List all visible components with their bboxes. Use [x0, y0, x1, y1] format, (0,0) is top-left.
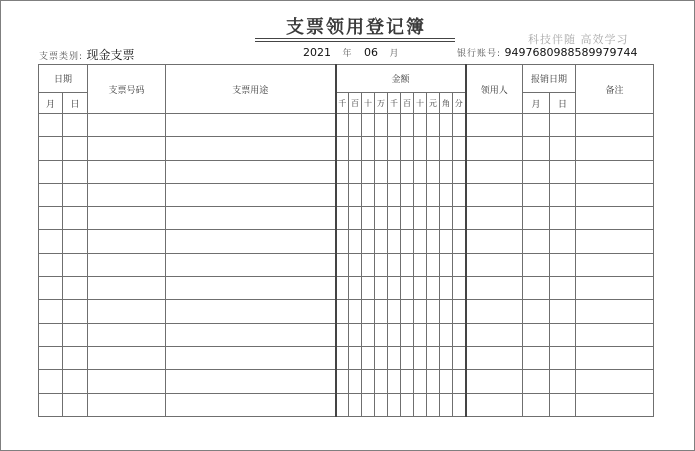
cell-month[interactable]	[39, 346, 63, 369]
cell-digit[interactable]	[362, 160, 375, 183]
cell-digit[interactable]	[401, 323, 414, 346]
cell-purpose[interactable]	[166, 323, 336, 346]
cell-reimburse-day[interactable]	[550, 277, 576, 300]
cell-digit[interactable]	[440, 346, 453, 369]
cell-month[interactable]	[39, 137, 63, 160]
cell-day[interactable]	[63, 253, 88, 276]
cell-digit[interactable]	[401, 207, 414, 230]
cell-recipient[interactable]	[466, 300, 523, 323]
cell-recipient[interactable]	[466, 114, 523, 137]
cell-reimburse-month[interactable]	[523, 137, 550, 160]
cell-digit[interactable]	[453, 300, 466, 323]
cell-digit[interactable]	[427, 230, 440, 253]
cell-remarks[interactable]	[576, 253, 654, 276]
cell-digit[interactable]	[336, 300, 349, 323]
cell-digit[interactable]	[388, 207, 401, 230]
cell-month[interactable]	[39, 277, 63, 300]
cell-digit[interactable]	[336, 393, 349, 416]
cell-digit[interactable]	[440, 183, 453, 206]
register-body	[39, 114, 654, 417]
sheet-title: 支票领用登记簿	[286, 17, 426, 38]
cell-digit[interactable]	[414, 370, 427, 393]
header-recipient: 领用人	[466, 65, 523, 114]
cell-check-number[interactable]	[88, 370, 166, 393]
cell-digit[interactable]	[453, 370, 466, 393]
cell-reimburse-day[interactable]	[550, 207, 576, 230]
cell-recipient[interactable]	[466, 393, 523, 416]
cell-purpose[interactable]	[166, 230, 336, 253]
digit-fen: 分	[453, 93, 466, 114]
cell-reimburse-month[interactable]	[523, 253, 550, 276]
cell-digit[interactable]	[362, 114, 375, 137]
cell-day[interactable]	[63, 300, 88, 323]
cell-digit[interactable]	[349, 300, 362, 323]
cell-recipient[interactable]	[466, 183, 523, 206]
cell-recipient[interactable]	[466, 323, 523, 346]
cell-digit[interactable]	[453, 346, 466, 369]
cell-reimburse-day[interactable]	[550, 137, 576, 160]
cell-digit[interactable]	[401, 160, 414, 183]
cell-digit[interactable]	[349, 114, 362, 137]
check-type-value[interactable]: 现金支票	[86, 48, 135, 62]
cell-month[interactable]	[39, 323, 63, 346]
cell-digit[interactable]	[401, 114, 414, 137]
cell-digit[interactable]	[362, 230, 375, 253]
cell-reimburse-month[interactable]	[523, 323, 550, 346]
period-year[interactable]: 2021	[303, 46, 331, 59]
digit-bai: 百	[401, 93, 414, 114]
cell-digit[interactable]	[349, 346, 362, 369]
cell-digit[interactable]	[388, 323, 401, 346]
cell-remarks[interactable]	[576, 230, 654, 253]
cell-digit[interactable]	[375, 160, 388, 183]
cell-digit[interactable]	[427, 300, 440, 323]
cell-check-number[interactable]	[88, 323, 166, 346]
cell-remarks[interactable]	[576, 277, 654, 300]
header-reimburse-day: 日	[550, 93, 576, 114]
cell-day[interactable]	[63, 137, 88, 160]
cell-digit[interactable]	[375, 207, 388, 230]
cell-digit[interactable]	[414, 207, 427, 230]
cell-digit[interactable]	[427, 346, 440, 369]
cell-digit[interactable]	[388, 346, 401, 369]
cell-purpose[interactable]	[166, 137, 336, 160]
cell-digit[interactable]	[362, 137, 375, 160]
header-remarks: 备注	[576, 65, 654, 114]
cell-purpose[interactable]	[166, 114, 336, 137]
cell-digit[interactable]	[362, 323, 375, 346]
cell-month[interactable]	[39, 207, 63, 230]
cell-digit[interactable]	[414, 114, 427, 137]
cell-digit[interactable]	[349, 393, 362, 416]
cell-digit[interactable]	[375, 183, 388, 206]
header-purpose: 支票用途	[166, 65, 336, 114]
table-row	[39, 137, 654, 160]
cell-reimburse-day[interactable]	[550, 370, 576, 393]
cell-digit[interactable]	[440, 300, 453, 323]
cell-digit[interactable]	[375, 277, 388, 300]
header-day: 日	[63, 93, 88, 114]
title-underline-top	[255, 38, 455, 39]
cell-month[interactable]	[39, 230, 63, 253]
cell-digit[interactable]	[427, 160, 440, 183]
cell-digit[interactable]	[414, 137, 427, 160]
cell-digit[interactable]	[440, 207, 453, 230]
cell-recipient[interactable]	[466, 230, 523, 253]
cell-month[interactable]	[39, 253, 63, 276]
cell-digit[interactable]	[414, 160, 427, 183]
cell-digit[interactable]	[440, 230, 453, 253]
cell-digit[interactable]	[440, 253, 453, 276]
digit-qian: 千	[388, 93, 401, 114]
bank-account	[457, 46, 638, 59]
cell-digit[interactable]	[362, 393, 375, 416]
cell-digit[interactable]	[401, 393, 414, 416]
cell-digit[interactable]	[336, 183, 349, 206]
cell-digit[interactable]	[336, 230, 349, 253]
cell-day[interactable]	[63, 160, 88, 183]
cell-recipient[interactable]	[466, 253, 523, 276]
cell-reimburse-month[interactable]	[523, 370, 550, 393]
cell-remarks[interactable]	[576, 370, 654, 393]
digit-wan: 万	[375, 93, 388, 114]
digit-shi: 十	[414, 93, 427, 114]
cell-digit[interactable]	[440, 277, 453, 300]
cell-check-number[interactable]	[88, 346, 166, 369]
cell-digit[interactable]	[401, 300, 414, 323]
cell-digit[interactable]	[336, 346, 349, 369]
cell-digit[interactable]	[362, 277, 375, 300]
cell-digit[interactable]	[336, 137, 349, 160]
cell-month[interactable]	[39, 370, 63, 393]
table-row	[39, 323, 654, 346]
cell-reimburse-month[interactable]	[523, 114, 550, 137]
cell-digit[interactable]	[427, 207, 440, 230]
cell-recipient[interactable]	[466, 160, 523, 183]
cell-digit[interactable]	[336, 207, 349, 230]
cell-digit[interactable]	[440, 114, 453, 137]
cell-digit[interactable]	[336, 277, 349, 300]
cell-digit[interactable]	[427, 370, 440, 393]
cell-purpose[interactable]	[166, 207, 336, 230]
cell-digit[interactable]	[440, 393, 453, 416]
cell-reimburse-day[interactable]	[550, 114, 576, 137]
cell-digit[interactable]	[440, 323, 453, 346]
table-row	[39, 183, 654, 206]
digit-yuan: 元	[427, 93, 440, 114]
cell-digit[interactable]	[375, 370, 388, 393]
table-row	[39, 253, 654, 276]
cell-recipient[interactable]	[466, 370, 523, 393]
cell-reimburse-month[interactable]	[523, 207, 550, 230]
cell-digit[interactable]	[336, 253, 349, 276]
table-row	[39, 346, 654, 369]
cell-digit[interactable]	[375, 230, 388, 253]
cell-check-number[interactable]	[88, 253, 166, 276]
cell-month[interactable]	[39, 300, 63, 323]
table-row	[39, 393, 654, 416]
header-check-number: 支票号码	[88, 65, 166, 114]
cell-remarks[interactable]	[576, 393, 654, 416]
cell-reimburse-day[interactable]	[550, 183, 576, 206]
cell-reimburse-day[interactable]	[550, 323, 576, 346]
cell-digit[interactable]	[362, 300, 375, 323]
cell-day[interactable]	[63, 370, 88, 393]
cell-digit[interactable]	[388, 114, 401, 137]
period	[303, 46, 408, 59]
cell-digit[interactable]	[414, 183, 427, 206]
cell-purpose[interactable]	[166, 393, 336, 416]
cell-digit[interactable]	[375, 137, 388, 160]
cell-digit[interactable]	[336, 114, 349, 137]
cell-digit[interactable]	[453, 253, 466, 276]
cell-digit[interactable]	[388, 253, 401, 276]
title-underline-bottom	[255, 41, 455, 42]
cell-digit[interactable]	[388, 137, 401, 160]
cell-digit[interactable]	[427, 183, 440, 206]
cell-digit[interactable]	[414, 346, 427, 369]
cell-purpose[interactable]	[166, 346, 336, 369]
year-label: 年	[342, 49, 353, 59]
cell-day[interactable]	[63, 230, 88, 253]
header-reimburse-date: 报销日期	[523, 65, 576, 93]
cell-day[interactable]	[63, 393, 88, 416]
cell-purpose[interactable]	[166, 277, 336, 300]
cell-purpose[interactable]	[166, 183, 336, 206]
digit-bai-wan: 百	[349, 93, 362, 114]
cell-digit[interactable]	[401, 137, 414, 160]
cell-digit[interactable]	[349, 137, 362, 160]
cell-check-number[interactable]	[88, 114, 166, 137]
cell-digit[interactable]	[349, 160, 362, 183]
cell-day[interactable]	[63, 114, 88, 137]
cell-digit[interactable]	[336, 323, 349, 346]
watermark-text: 科技伴随 高效学习	[528, 33, 629, 46]
cell-digit[interactable]	[388, 277, 401, 300]
cell-check-number[interactable]	[88, 300, 166, 323]
check-type-label: 支票类别:	[39, 52, 84, 62]
cell-digit[interactable]	[453, 183, 466, 206]
cell-digit[interactable]	[440, 137, 453, 160]
cell-digit[interactable]	[349, 323, 362, 346]
cell-digit[interactable]	[349, 253, 362, 276]
cell-digit[interactable]	[349, 183, 362, 206]
cell-check-number[interactable]	[88, 230, 166, 253]
table-row	[39, 277, 654, 300]
cell-month[interactable]	[39, 183, 63, 206]
check-type	[39, 46, 135, 63]
cell-digit[interactable]	[336, 370, 349, 393]
cell-day[interactable]	[63, 346, 88, 369]
month-label: 月	[389, 49, 400, 59]
cell-reimburse-month[interactable]	[523, 183, 550, 206]
cell-digit[interactable]	[388, 160, 401, 183]
cell-month[interactable]	[39, 160, 63, 183]
cell-digit[interactable]	[401, 230, 414, 253]
table-row	[39, 207, 654, 230]
cell-digit[interactable]	[362, 183, 375, 206]
cell-check-number[interactable]	[88, 183, 166, 206]
cell-digit[interactable]	[453, 230, 466, 253]
cell-digit[interactable]	[427, 323, 440, 346]
cell-digit[interactable]	[388, 393, 401, 416]
cell-digit[interactable]	[375, 300, 388, 323]
cell-recipient[interactable]	[466, 207, 523, 230]
cell-digit[interactable]	[349, 370, 362, 393]
header-amount: 金额	[336, 65, 466, 93]
table-row	[39, 114, 654, 137]
cell-digit[interactable]	[427, 114, 440, 137]
cell-digit[interactable]	[414, 277, 427, 300]
cell-digit[interactable]	[453, 137, 466, 160]
cell-remarks[interactable]	[576, 207, 654, 230]
cell-digit[interactable]	[401, 253, 414, 276]
cell-digit[interactable]	[427, 137, 440, 160]
cell-digit[interactable]	[401, 346, 414, 369]
cell-digit[interactable]	[375, 393, 388, 416]
cell-remarks[interactable]	[576, 137, 654, 160]
cell-digit[interactable]	[336, 160, 349, 183]
cell-digit[interactable]	[349, 277, 362, 300]
cell-digit[interactable]	[453, 393, 466, 416]
digit-jiao: 角	[440, 93, 453, 114]
cell-digit[interactable]	[375, 253, 388, 276]
cell-digit[interactable]	[453, 160, 466, 183]
cell-remarks[interactable]	[576, 300, 654, 323]
cell-digit[interactable]	[362, 253, 375, 276]
cell-reimburse-month[interactable]	[523, 277, 550, 300]
cell-check-number[interactable]	[88, 277, 166, 300]
cell-digit[interactable]	[414, 300, 427, 323]
cell-recipient[interactable]	[466, 346, 523, 369]
cell-digit[interactable]	[440, 160, 453, 183]
cell-digit[interactable]	[414, 253, 427, 276]
cell-digit[interactable]	[440, 370, 453, 393]
cell-digit[interactable]	[453, 114, 466, 137]
cell-month[interactable]	[39, 393, 63, 416]
cell-purpose[interactable]	[166, 370, 336, 393]
cell-month[interactable]	[39, 114, 63, 137]
digit-qian-wan: 千	[336, 93, 349, 114]
cell-reimburse-month[interactable]	[523, 230, 550, 253]
cell-reimburse-month[interactable]	[523, 393, 550, 416]
cell-reimburse-day[interactable]	[550, 230, 576, 253]
cell-check-number[interactable]	[88, 137, 166, 160]
cell-digit[interactable]	[414, 393, 427, 416]
digit-shi-wan: 十	[362, 93, 375, 114]
cell-digit[interactable]	[401, 183, 414, 206]
cell-digit[interactable]	[427, 253, 440, 276]
cell-digit[interactable]	[453, 323, 466, 346]
cell-digit[interactable]	[427, 277, 440, 300]
period-month[interactable]: 06	[364, 46, 379, 59]
cell-reimburse-day[interactable]	[550, 160, 576, 183]
cell-day[interactable]	[63, 207, 88, 230]
cell-digit[interactable]	[349, 207, 362, 230]
cell-digit[interactable]	[453, 207, 466, 230]
cell-day[interactable]	[63, 323, 88, 346]
cell-digit[interactable]	[375, 323, 388, 346]
cell-digit[interactable]	[388, 370, 401, 393]
cell-digit[interactable]	[453, 277, 466, 300]
header-month: 月	[39, 93, 63, 114]
table-row	[39, 160, 654, 183]
cell-remarks[interactable]	[576, 183, 654, 206]
cell-remarks[interactable]	[576, 346, 654, 369]
cell-remarks[interactable]	[576, 114, 654, 137]
cell-reimburse-month[interactable]	[523, 160, 550, 183]
cell-reimburse-day[interactable]	[550, 393, 576, 416]
cell-purpose[interactable]	[166, 160, 336, 183]
header-date: 日期	[39, 65, 88, 93]
cell-digit[interactable]	[375, 346, 388, 369]
cell-reimburse-month[interactable]	[523, 346, 550, 369]
cell-digit[interactable]	[362, 370, 375, 393]
cell-digit[interactable]	[388, 300, 401, 323]
cell-reimburse-month[interactable]	[523, 300, 550, 323]
cell-digit[interactable]	[349, 230, 362, 253]
table-row	[39, 370, 654, 393]
cell-digit[interactable]	[414, 230, 427, 253]
cell-digit[interactable]	[388, 230, 401, 253]
cell-digit[interactable]	[375, 114, 388, 137]
table-row	[39, 300, 654, 323]
cell-digit[interactable]	[362, 346, 375, 369]
cell-check-number[interactable]	[88, 393, 166, 416]
header-reimburse-month: 月	[523, 93, 550, 114]
cell-digit[interactable]	[362, 207, 375, 230]
bank-account-value[interactable]: 9497680988589979744	[504, 46, 638, 59]
cell-check-number[interactable]	[88, 207, 166, 230]
cell-digit[interactable]	[414, 323, 427, 346]
cell-recipient[interactable]	[466, 277, 523, 300]
cell-day[interactable]	[63, 183, 88, 206]
cell-purpose[interactable]	[166, 300, 336, 323]
cell-recipient[interactable]	[466, 137, 523, 160]
table-row	[39, 230, 654, 253]
cell-reimburse-day[interactable]	[550, 300, 576, 323]
cell-digit[interactable]	[401, 277, 414, 300]
cell-day[interactable]	[63, 277, 88, 300]
cell-check-number[interactable]	[88, 160, 166, 183]
cell-digit[interactable]	[427, 393, 440, 416]
cell-reimburse-day[interactable]	[550, 253, 576, 276]
cell-digit[interactable]	[388, 183, 401, 206]
cell-remarks[interactable]	[576, 160, 654, 183]
cell-digit[interactable]	[401, 370, 414, 393]
cell-reimburse-day[interactable]	[550, 346, 576, 369]
register-table	[38, 64, 654, 417]
cell-remarks[interactable]	[576, 323, 654, 346]
bank-account-label: 银行账号:	[457, 49, 502, 59]
cell-purpose[interactable]	[166, 253, 336, 276]
